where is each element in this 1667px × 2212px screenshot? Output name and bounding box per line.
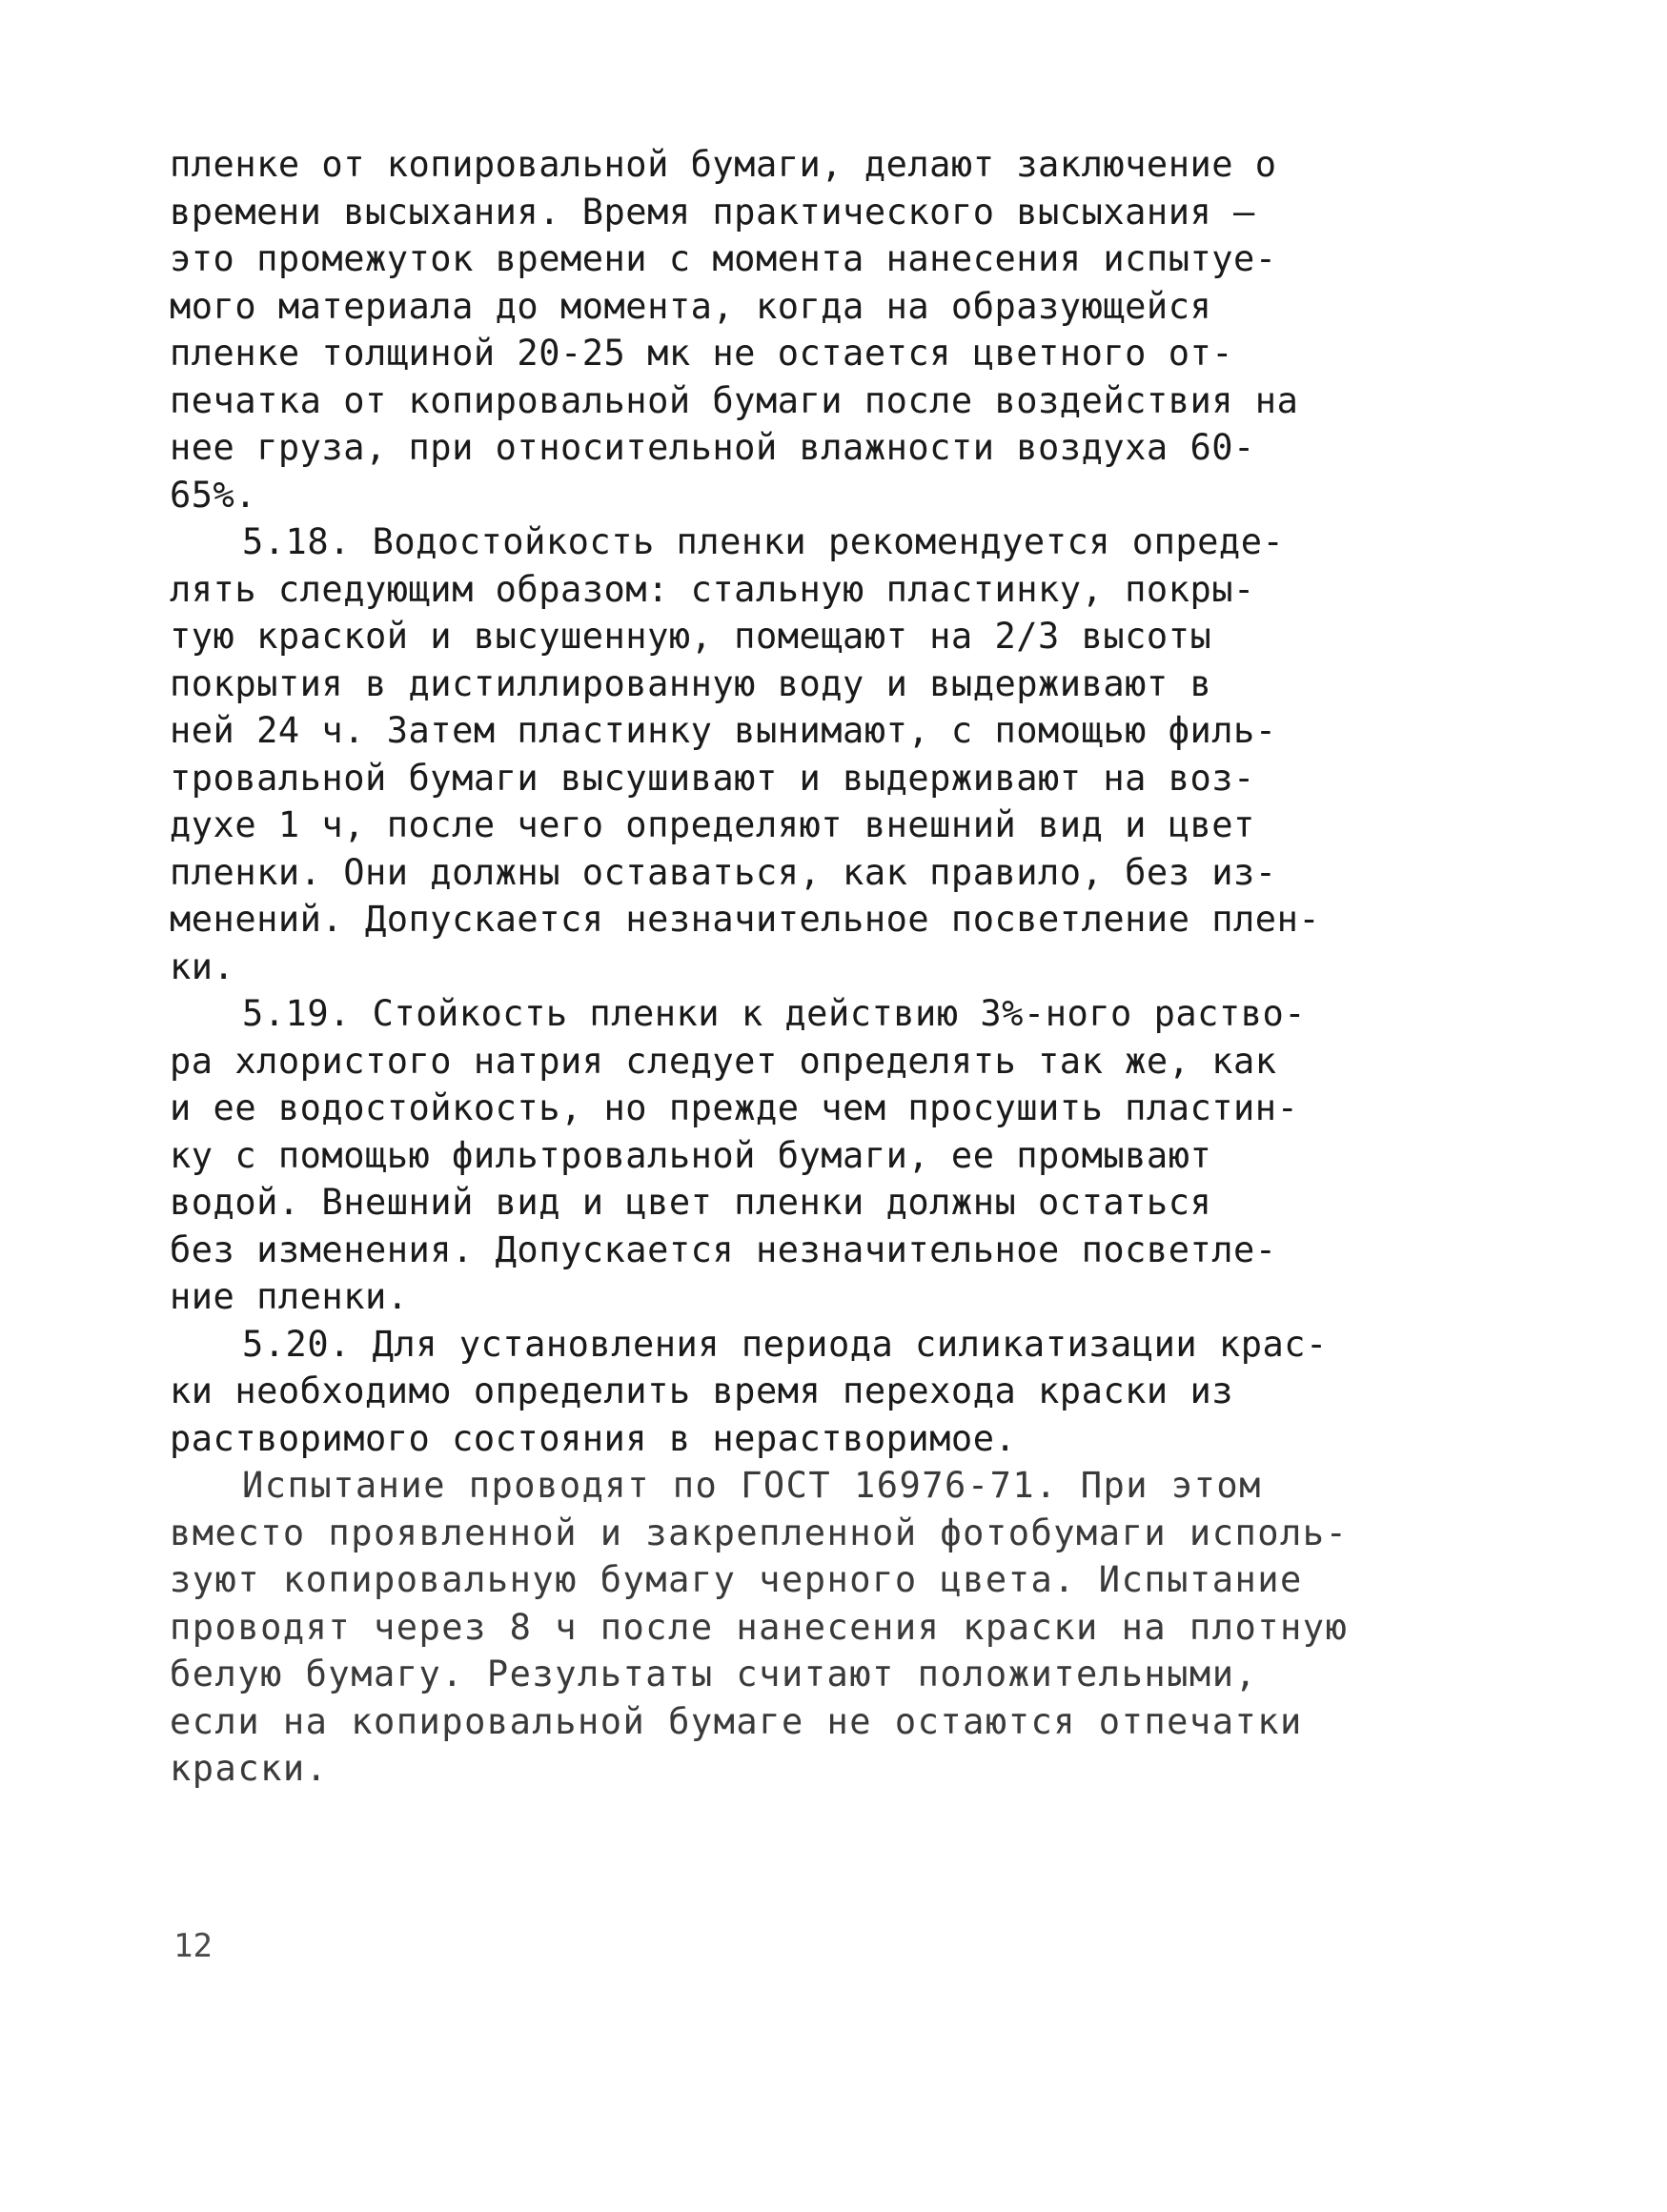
text-line: ра хлористого натрия следует определять так же, как <box>170 1040 1277 1082</box>
text-line: белую бумагу. Результаты считают положительными, <box>170 1654 1258 1695</box>
text-line: печатка от копировальной бумаги после воздействия на <box>170 379 1299 421</box>
text-line: духе 1 ч, после чего определяют внешний вид и цвет <box>170 804 1255 845</box>
text-line: вместо проявленной и закрепленной фотобумаги исполь- <box>170 1512 1349 1553</box>
page-number: 12 <box>173 1927 213 1965</box>
text-line: краски. <box>170 1748 329 1789</box>
text-line: менений. Допускается незначительное посветление плен- <box>170 899 1321 940</box>
text-line: пленке толщиной 20-25 мк не остается цветного от- <box>170 333 1234 374</box>
text-line: мого материала до момента, когда на образующейся <box>170 285 1212 327</box>
paragraph-5-20-start: 5.20. Для установления периода силикатизации крас- <box>242 1323 1328 1365</box>
text-line: ку с помощью фильтровальной бумаги, ее промывают <box>170 1134 1212 1176</box>
text-line: если на копировальной бумаге не остаются отпечатки <box>170 1700 1303 1742</box>
paragraph-test-start: Испытание проводят по ГОСТ 16976-71. При этом <box>242 1465 1262 1506</box>
text-line: ки необходимо определить время перехода краски из <box>170 1370 1234 1411</box>
text-line: без изменения. Допускается незначительное посветле- <box>170 1228 1277 1270</box>
text-line: лять следующим образом: стальную пластинку, покры- <box>170 568 1255 610</box>
paragraph-5-19-start: 5.19. Стойкость пленки к действию 3%-ного раство- <box>242 993 1307 1034</box>
text-line: пленке от копировальной бумаги, делают заключение о <box>170 144 1277 185</box>
paragraph-5-18-start: 5.18. Водостойкость пленки рекомендуется опреде- <box>242 521 1285 562</box>
text-line: это промежуток времени с момента нанесения испытуе- <box>170 238 1277 279</box>
text-line: растворимого состояния в нерастворимое. <box>170 1417 1017 1459</box>
body-text <box>170 141 1409 1793</box>
text-line: тровальной бумаги высушивают и выдерживают на воз- <box>170 757 1255 799</box>
text-line: и ее водостойкость, но прежде чем просушить пластин- <box>170 1087 1299 1128</box>
text-line: ки. <box>170 945 235 987</box>
text-line: покрытия в дистиллированную воду и выдерживают в <box>170 662 1212 704</box>
text-line: пленки. Они должны оставаться, как правило, без из- <box>170 851 1277 893</box>
text-line: зуют копировальную бумагу черного цвета. Испытание <box>170 1559 1303 1600</box>
text-line: времени высыхания. Время практического высыхания – <box>170 191 1255 233</box>
text-line: ней 24 ч. Затем пластинку вынимают, с помощью филь- <box>170 710 1277 751</box>
text-line: 65%. <box>170 474 257 516</box>
text-line: ние пленки. <box>170 1276 409 1317</box>
text-line: проводят через 8 ч после нанесения краски на плотную <box>170 1606 1349 1648</box>
text-line: нее груза, при относительной влажности воздуха 60- <box>170 427 1255 468</box>
text-line: тую краской и высушенную, помещают на 2/3 высоты <box>170 616 1212 657</box>
text-line: водой. Внешний вид и цвет пленки должны остаться <box>170 1182 1212 1223</box>
